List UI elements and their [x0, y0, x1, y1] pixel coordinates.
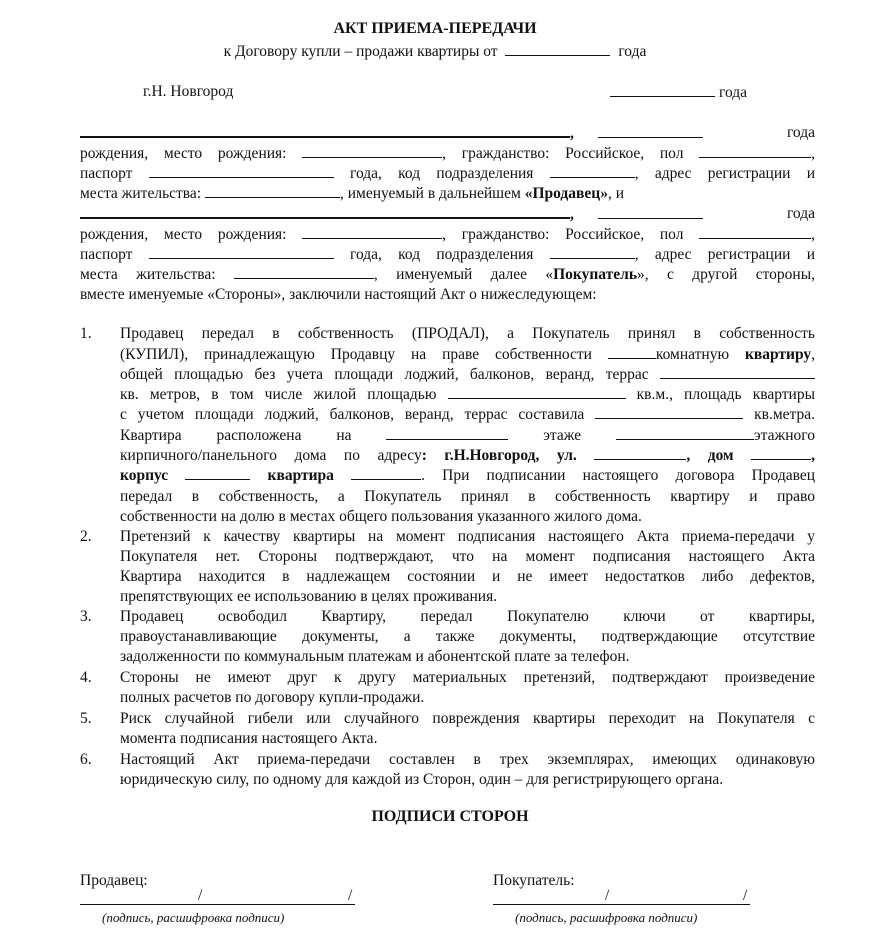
- item-text: (КУПИЛ), принадлежащую Продавцу на праве собственности: [120, 346, 592, 363]
- contract-date-blank[interactable]: [505, 42, 610, 56]
- item-line: передал в собственность, а Покупатель принял в собственность квартиру и право: [120, 488, 815, 505]
- seller-sex-blank[interactable]: [699, 144, 811, 158]
- korpus-blank[interactable]: [185, 466, 250, 480]
- birthplace-label: рождения, место рождения:: [80, 226, 287, 243]
- city: г.Н. Новгород: [143, 83, 234, 100]
- buyer-signature-label: Покупатель:: [493, 872, 575, 889]
- house-blank[interactable]: [751, 446, 811, 460]
- item-line: кирпичного/панельного дома по адресу: г.Н.Новгород, ул. , дом ,: [120, 447, 816, 464]
- item-line: Настоящий Акт приема-передачи составлен в трех экземплярах, имеющих одинаковую: [120, 751, 815, 768]
- seller-signature-line[interactable]: [80, 889, 355, 907]
- item-number: 1.: [80, 325, 92, 342]
- item-text: общей площадью без учета площади лоджий, балконов, веранд, террас: [120, 366, 649, 383]
- buyer-residence-blank[interactable]: [234, 265, 374, 279]
- seller-birth-line: рождения, место рождения: , гражданство: Российское, пол ,: [80, 145, 816, 162]
- item-line: Покупателя нет. Стороны подтверждают, что на момент подписания настоящего Акта: [120, 548, 815, 565]
- item-line: Продавец освободил Квартиру, передал Покупателю ключи от квартиры,: [120, 608, 815, 625]
- seller-passport-blank[interactable]: [149, 164, 334, 178]
- buyer-role: Покупатель: [553, 266, 638, 283]
- document-subtitle: [0, 42, 870, 61]
- area-total-blank[interactable]: [660, 365, 815, 379]
- slash: /: [743, 887, 748, 904]
- item-line: юридическую силу, по одному для каждой из Сторон, один – для регистрирующего органа.: [120, 771, 724, 788]
- residence-label: места жительства:: [80, 266, 216, 283]
- item-line: [120, 466, 815, 486]
- item-number: 6.: [80, 751, 92, 768]
- apartment-number-label: квартира: [267, 467, 334, 484]
- address-label: , адрес регистрации и: [634, 165, 816, 182]
- seller-passport-line: [80, 164, 815, 184]
- house-label: , дом: [686, 447, 734, 464]
- seller-called-label: , именуемый в дальнейшем: [339, 185, 521, 202]
- apartment-number-blank[interactable]: [351, 466, 421, 480]
- item-line: задолженности по коммунальным платежам и абонентской плате за телефон.: [120, 648, 630, 665]
- item-text: с учетом площади лоджий, балконов, веранд, террас составила: [120, 406, 585, 423]
- item-line: Риск случайной гибели или случайного повреждения квартиры переходит на Покупателя с: [120, 710, 815, 727]
- seller-signature-label: Продавец:: [80, 872, 148, 889]
- living-area-blank[interactable]: [448, 385, 626, 399]
- floors-count-blank[interactable]: [616, 426, 754, 440]
- apartment-word: квартиру: [744, 346, 812, 363]
- buyer-year-label: года: [786, 205, 815, 222]
- citizenship-label: , гражданство: Российское, пол: [442, 226, 684, 243]
- act-date: [610, 83, 747, 102]
- rooms-blank[interactable]: [608, 345, 656, 359]
- item-number: 2.: [80, 528, 92, 545]
- birthplace-label: рождения, место рождения:: [80, 145, 287, 162]
- item-line: собственности на долю в местах общего пользования указанного жилого дома.: [120, 508, 642, 525]
- address-city: : г.Н.Новгород, ул.: [421, 447, 577, 464]
- division-label: года, код подразделения: [349, 246, 534, 263]
- item-line: препятствующих ее использованию в целях проживания.: [120, 588, 498, 605]
- item-text: Квартира расположена на: [120, 427, 352, 444]
- item-line: (КУПИЛ), принадлежащую Продавцу на праве собственности комнатную квартиру,: [120, 346, 815, 363]
- buyer-birth-blank[interactable]: [598, 205, 703, 219]
- seller-year-label: года: [786, 124, 815, 141]
- buyer-division-blank[interactable]: [550, 245, 635, 259]
- seller-division-blank[interactable]: [550, 164, 635, 178]
- passport-label: паспорт: [80, 246, 133, 263]
- and-label: , и: [607, 185, 624, 202]
- buyer-signature-line[interactable]: [493, 889, 750, 907]
- buyer-sex-blank[interactable]: [699, 225, 811, 239]
- area-with-balcony-blank[interactable]: [595, 405, 743, 419]
- buyer-passport-line: [80, 245, 815, 265]
- seller-residence-blank[interactable]: [205, 184, 340, 198]
- other-side-label: », с другой стороны,: [637, 266, 815, 283]
- seller-birth-blank[interactable]: [598, 124, 703, 138]
- subtitle-text: к Договору купли – продажи квартиры от: [223, 43, 498, 60]
- buyer-birth-line: рождения, место рождения: , гражданство: Российское, пол ,: [80, 226, 816, 243]
- floor-blank[interactable]: [386, 426, 508, 440]
- item-number: 4.: [80, 669, 92, 686]
- residence-label: места жительства:: [80, 185, 202, 202]
- item-text: этажного: [754, 427, 816, 444]
- buyer-signature-hint: (подпись, расшифровка подписи): [515, 910, 698, 925]
- item-text: этаже: [543, 427, 582, 444]
- item-text: . При подписании настоящего договора Продавец: [421, 467, 816, 484]
- signatures-title: ПОДПИСИ СТОРОН: [371, 808, 529, 825]
- slash: /: [348, 887, 353, 904]
- subtitle-year: года: [618, 43, 647, 60]
- item-line: правоустанавливающие документы, а также документы, подтверждающие отсутствие: [120, 628, 815, 645]
- item-number: 3.: [80, 608, 92, 625]
- item-line: полных расчетов по договору купли-продажи.: [120, 689, 425, 706]
- item-line: [120, 385, 815, 405]
- seller-birthplace-blank[interactable]: [302, 144, 442, 158]
- item-text: комнатную: [655, 346, 730, 363]
- buyer-name-line: , года: [80, 204, 815, 225]
- item-line: [120, 405, 815, 425]
- seller-signature-hint: (подпись, расшифровка подписи): [102, 910, 285, 925]
- item-line: момента подписания настоящего Акта.: [120, 730, 378, 747]
- parties-conclusion: вместе именуемые «Стороны», заключили настоящий Акт о нижеследующем:: [80, 286, 597, 303]
- citizenship-label: , гражданство: Российское, пол: [442, 145, 684, 162]
- item-line: Продавец передал в собственность (ПРОДАЛ), а Покупатель принял в собственность: [120, 325, 815, 342]
- item-text: кирпичного/панельного дома по адресу: [120, 447, 422, 464]
- buyer-residence-line: [80, 265, 815, 285]
- seller-name-line: , года: [80, 123, 815, 144]
- act-date-blank[interactable]: [610, 83, 715, 97]
- buyer-called-label: , именуемый далее «: [373, 266, 554, 283]
- item-line: Стороны не имеют друг к другу материальных претензий, подтверждают произведение: [120, 669, 815, 686]
- item-line: [120, 426, 815, 446]
- item-line: Квартира находится в надлежащем состоянии и не имеет недостатков либо дефектов,: [120, 568, 815, 585]
- seller-residence-line: [80, 184, 815, 204]
- korpus-label: корпус: [120, 467, 169, 484]
- division-label: года, код подразделения: [349, 165, 534, 182]
- act-date-year: года: [719, 84, 748, 101]
- slash: /: [605, 887, 610, 904]
- buyer-birthplace-blank[interactable]: [302, 225, 442, 239]
- address-label: , адрес регистрации и: [634, 246, 816, 263]
- seller-name-blank[interactable]: [80, 123, 570, 138]
- item-number: 5.: [80, 710, 92, 727]
- buyer-name-blank[interactable]: [80, 204, 570, 219]
- item-line: [120, 365, 815, 385]
- seller-role: «Продавец»: [524, 185, 608, 202]
- item-line: Претензий к качеству квартиры на момент подписания настоящего Акта приема-передачи у: [120, 528, 815, 545]
- document-title: АКТ ПРИЕМА-ПЕРЕДАЧИ: [333, 20, 537, 37]
- item-text: кв.м., площадь квартиры: [636, 386, 816, 403]
- slash: /: [198, 887, 203, 904]
- street-blank[interactable]: [594, 446, 686, 460]
- buyer-passport-blank[interactable]: [149, 245, 334, 259]
- item-text: кв.метра.: [754, 406, 816, 423]
- item-text: кв. метров, в том числе жилой площадью: [120, 386, 437, 403]
- passport-label: паспорт: [80, 165, 133, 182]
